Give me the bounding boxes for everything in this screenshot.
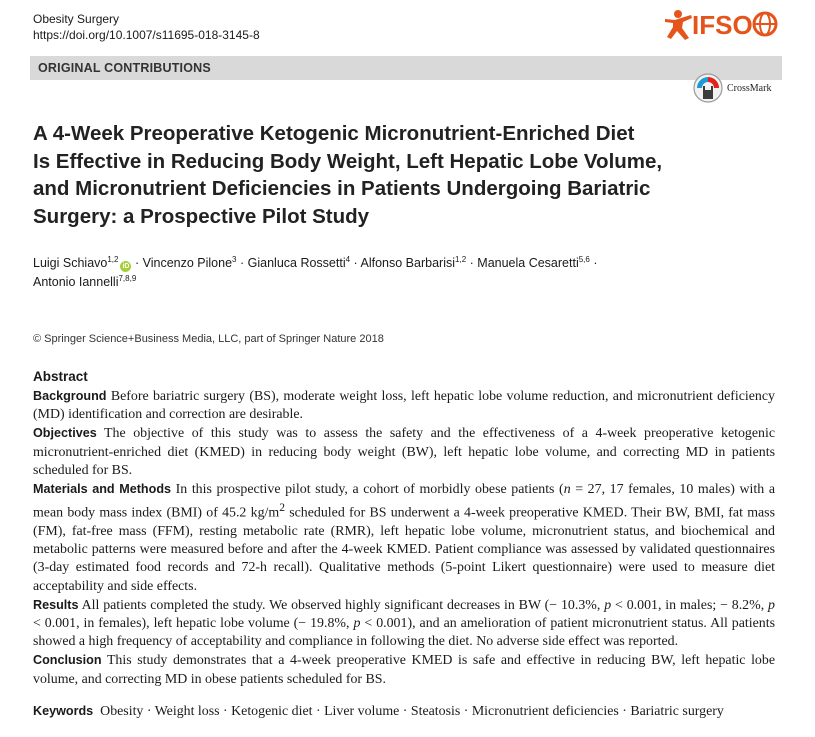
- results-text: < 0.001, in males; − 8.2%,: [611, 597, 769, 613]
- title-line: and Micronutrient Deficiencies in Patients Undergoing Bariatric: [33, 177, 651, 200]
- results-text: < 0.001, in females), left hepatic lobe volume (− 19.8%,: [33, 616, 354, 632]
- author-affiliation: 1,2: [455, 255, 467, 264]
- journal-header: [33, 11, 260, 43]
- ifso-logo: [661, 6, 779, 42]
- results-p: p: [604, 597, 612, 613]
- author-name[interactable]: Alfonso Barbarisi: [360, 256, 456, 270]
- copyright-notice: © Springer Science+Business Media, LLC, part of Springer Nature 2018: [33, 333, 384, 345]
- author-separator: ·: [593, 256, 598, 270]
- crossmark-icon: [693, 73, 723, 103]
- section-label: ORIGINAL CONTRIBUTIONS: [30, 56, 782, 80]
- results-text: < 0.001), and an amelioration of patient micronutrient status. All patients showed a high frequency of acceptability and compliance in following the diet. No adverse side effect was reported.: [33, 616, 775, 650]
- author-separator: ·: [353, 256, 358, 270]
- results-label: Results: [33, 597, 79, 612]
- conclusion-label: Conclusion: [33, 653, 102, 668]
- methods-text: scheduled for BS underwent a 4-week preoperative KMED. Their BW, BMI, fat mass (FM), fat-free mass (FFM), resting metabolic rate (RMR), left hepatic lobe volume, micronutrient status, and biochemical and metabolic patterns were measured before and after the 4-week KMED. Patient compliance was assessed by validated questionnaires (3-day estimated food records and 72-h recall). Qualitative methods (5-point Likert questionnaire) were used to measure diet acceptability and side effects.: [33, 505, 775, 594]
- author-separator: ·: [469, 256, 474, 270]
- methods-n: n: [563, 482, 571, 498]
- keywords-line: [33, 704, 724, 720]
- paper-title: [33, 120, 733, 230]
- ifso-logo-text: IFSO: [692, 10, 753, 40]
- author-separator: ·: [239, 256, 245, 270]
- author-affiliation: 1,2: [107, 255, 119, 264]
- abstract-conclusion: [33, 651, 775, 688]
- author-name[interactable]: Gianluca Rossetti: [247, 256, 346, 270]
- author-affiliation: 4: [345, 255, 351, 264]
- results-p: p: [353, 616, 361, 632]
- orcid-icon[interactable]: iD: [122, 263, 130, 270]
- abstract-background: [33, 387, 775, 424]
- author-affiliation: 5,6: [578, 255, 590, 264]
- methods-label: Materials and Methods: [33, 482, 172, 497]
- author-name[interactable]: Manuela Cesaretti: [477, 256, 579, 270]
- crossmark-label: CrossMark: [727, 82, 772, 94]
- author-list: [33, 254, 773, 292]
- methods-sup: 2: [279, 501, 285, 515]
- title-line: Is Effective in Reducing Body Weight, Left Hepatic Lobe Volume,: [33, 149, 663, 173]
- abstract-results: [33, 596, 775, 652]
- abstract-heading: Abstract: [33, 369, 88, 384]
- results-text: All patients completed the study. We observed highly significant decreases in BW (− 10.3%,: [81, 597, 605, 613]
- abstract-methods: [33, 480, 775, 596]
- ifso-logo-graphic: [661, 7, 779, 41]
- results-p: p: [768, 597, 775, 613]
- doi-link[interactable]: https://doi.org/10.1007/s11695-018-3145-8: [33, 28, 260, 42]
- author-affiliation: 3: [232, 255, 237, 264]
- objectives-label: Objectives: [33, 426, 97, 441]
- author-name[interactable]: Luigi Schiavo: [33, 256, 108, 270]
- background-text: Before bariatric surgery (BS), moderate weight loss, left hepatic lobe volume reduction, and micronutrient deficiency (MD) identification and correction are desirable.: [33, 389, 775, 423]
- methods-text: In this prospective pilot study, a cohort of morbidly obese patients (: [175, 482, 564, 498]
- journal-name: Obesity Surgery: [33, 12, 120, 26]
- title-line: A 4-Week Preoperative Ketogenic Micronutrient-Enriched Diet: [33, 122, 635, 145]
- background-label: Background: [33, 389, 107, 403]
- title-line: Surgery: a Prospective Pilot Study: [33, 204, 370, 228]
- objectives-text: The objective of this study was to assess the safety and the effectiveness of a 4-week preoperative ketogenic micronutrient-enriched diet (KMED) in reducing body weight (BW), left hepatic lobe volume, and correcting MD in patients scheduled for BS.: [33, 426, 775, 478]
- globe-icon: [754, 13, 776, 35]
- crossmark-badge[interactable]: [693, 73, 771, 103]
- author-separator: ·: [134, 256, 140, 270]
- author-affiliation: 7,8,9: [118, 274, 137, 283]
- keywords-label: Keywords: [33, 704, 94, 718]
- author-name[interactable]: Vincenzo Pilone: [142, 256, 233, 270]
- methods-text: = 27, 17 females, 10 males) with a mean body mass index (BMI) of 45.2 kg/m: [33, 482, 775, 521]
- conclusion-text: This study demonstrates that a 4-week preoperative KMED is safe and effective in reducing BW, left hepatic lobe volume, and correcting MD in obese patients scheduled for BS.: [33, 653, 775, 687]
- abstract-section: [33, 368, 775, 689]
- abstract-objectives: [33, 424, 775, 480]
- keywords-text: Obesity · Weight loss · Ketogenic diet · Liver volume · Steatosis · Micronutrient deficiencies · Bariatric surgery: [100, 704, 724, 719]
- author-name[interactable]: Antonio Iannelli: [33, 275, 119, 289]
